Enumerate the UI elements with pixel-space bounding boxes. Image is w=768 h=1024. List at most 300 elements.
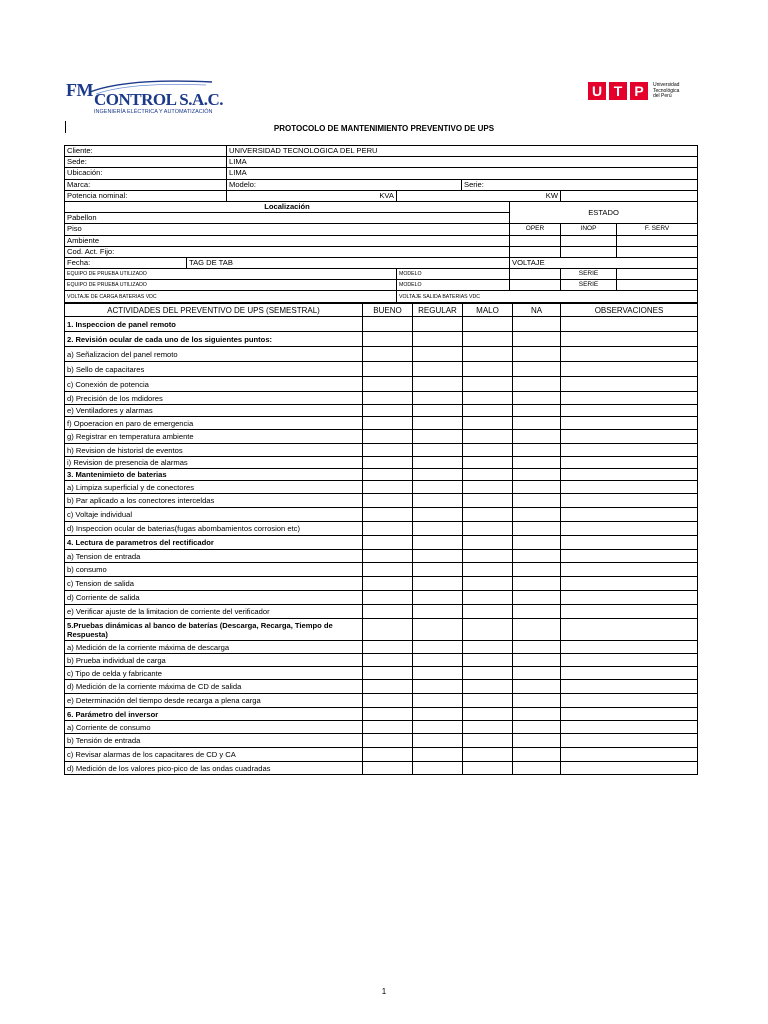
malo-cell[interactable] bbox=[463, 721, 513, 734]
bueno-cell[interactable] bbox=[363, 536, 413, 550]
regular-cell[interactable] bbox=[413, 708, 463, 721]
regular-cell[interactable] bbox=[413, 550, 463, 563]
na-cell[interactable] bbox=[513, 332, 561, 347]
na-cell[interactable] bbox=[513, 405, 561, 417]
activity-label: a) Tension de entrada bbox=[65, 550, 363, 563]
observaciones-cell[interactable] bbox=[561, 469, 698, 481]
header-bueno: BUENO bbox=[363, 304, 413, 317]
bueno-cell[interactable] bbox=[363, 680, 413, 694]
na-cell[interactable] bbox=[513, 694, 561, 708]
table-row bbox=[65, 734, 698, 748]
observaciones-cell[interactable] bbox=[561, 377, 698, 392]
table-row bbox=[65, 536, 698, 550]
malo-cell[interactable] bbox=[463, 481, 513, 494]
malo-cell[interactable] bbox=[463, 605, 513, 619]
sede-label: Sede: bbox=[65, 157, 227, 168]
activity-label: d) Medición de la corriente máxima de CD de salida bbox=[65, 680, 363, 694]
table-row bbox=[65, 563, 698, 577]
activity-label: i) Revision de presencia de alarmas bbox=[65, 457, 363, 469]
bueno-cell[interactable] bbox=[363, 362, 413, 377]
activity-label: b) Par aplicado a los conectores interceldas bbox=[65, 494, 363, 508]
table-row bbox=[65, 748, 698, 762]
malo-cell[interactable] bbox=[463, 591, 513, 605]
equipment-info-table bbox=[64, 145, 698, 303]
activity-label: b) Sello de capacitares bbox=[65, 362, 363, 377]
activity-label: h) Revision de historisl de eventos bbox=[65, 444, 363, 457]
table-row bbox=[65, 508, 698, 522]
activity-label: c) Voltaje individual bbox=[65, 508, 363, 522]
activity-label: a) Limpiza superficial y de conectores bbox=[65, 481, 363, 494]
observaciones-cell[interactable] bbox=[561, 680, 698, 694]
bueno-cell[interactable] bbox=[363, 708, 413, 721]
malo-cell[interactable] bbox=[463, 536, 513, 550]
ambiente-label: Ambiente bbox=[65, 235, 510, 246]
regular-cell[interactable] bbox=[413, 641, 463, 654]
activity-label: 5.Pruebas dinámicas al banco de baterías (Descarga, Recarga, Tiempo de Respuesta) bbox=[65, 619, 363, 641]
table-row bbox=[65, 654, 698, 667]
inop-cell[interactable] bbox=[561, 235, 617, 246]
inop-cell-2[interactable] bbox=[561, 246, 617, 257]
malo-cell[interactable] bbox=[463, 619, 513, 641]
regular-cell[interactable] bbox=[413, 536, 463, 550]
malo-cell[interactable] bbox=[463, 748, 513, 762]
modelo-label: Modelo: bbox=[227, 179, 462, 190]
regular-cell[interactable] bbox=[413, 619, 463, 641]
malo-cell[interactable] bbox=[463, 430, 513, 444]
observaciones-cell[interactable] bbox=[561, 522, 698, 536]
localizacion-label: Localización bbox=[65, 201, 510, 212]
serie-label: Serie: bbox=[462, 179, 698, 190]
header-na: NA bbox=[513, 304, 561, 317]
cliente-label: Cliente: bbox=[65, 146, 227, 157]
malo-cell[interactable] bbox=[463, 508, 513, 522]
activity-label: 6. Parámetro del inversor bbox=[65, 708, 363, 721]
malo-cell[interactable] bbox=[463, 332, 513, 347]
vsalida-label: VOLTAJE SALIDA BATERIAS VDC bbox=[397, 291, 698, 302]
malo-cell[interactable] bbox=[463, 550, 513, 563]
observaciones-cell[interactable] bbox=[561, 619, 698, 641]
observaciones-cell[interactable] bbox=[561, 641, 698, 654]
malo-cell[interactable] bbox=[463, 694, 513, 708]
table-row bbox=[65, 667, 698, 680]
activity-label: a) Medición de la corriente máxima de descarga bbox=[65, 641, 363, 654]
bueno-cell[interactable] bbox=[363, 694, 413, 708]
na-cell[interactable] bbox=[513, 734, 561, 748]
na-cell[interactable] bbox=[513, 591, 561, 605]
na-cell[interactable] bbox=[513, 619, 561, 641]
bueno-cell[interactable] bbox=[363, 417, 413, 430]
ubicacion-label: Ubicación: bbox=[65, 168, 227, 179]
bueno-cell[interactable] bbox=[363, 550, 413, 563]
activity-label: e) Ventiladores y alarmas bbox=[65, 405, 363, 417]
regular-cell[interactable] bbox=[413, 563, 463, 577]
regular-cell[interactable] bbox=[413, 362, 463, 377]
na-cell[interactable] bbox=[513, 522, 561, 536]
na-cell[interactable] bbox=[513, 550, 561, 563]
observaciones-cell[interactable] bbox=[561, 392, 698, 405]
bueno-cell[interactable] bbox=[363, 748, 413, 762]
document-title: PROTOCOLO DE MANTENIMIENTO PREVENTIVO DE UPS bbox=[273, 124, 495, 133]
table-row bbox=[65, 577, 698, 591]
regular-cell[interactable] bbox=[413, 734, 463, 748]
table-row bbox=[65, 721, 698, 734]
serie2-value[interactable] bbox=[617, 280, 698, 291]
observaciones-cell[interactable] bbox=[561, 694, 698, 708]
activity-label: d) Medición de los valores pico-pico de las ondas cuadradas bbox=[65, 762, 363, 775]
fecha-row bbox=[65, 257, 698, 268]
bueno-cell[interactable] bbox=[363, 605, 413, 619]
table-row bbox=[65, 430, 698, 444]
na-cell[interactable] bbox=[513, 377, 561, 392]
table-row bbox=[65, 762, 698, 775]
malo-cell[interactable] bbox=[463, 708, 513, 721]
page-number: 1 bbox=[381, 987, 387, 996]
table-row bbox=[65, 362, 698, 377]
activity-label: g) Registrar en temperatura ambiente bbox=[65, 430, 363, 444]
observaciones-cell[interactable] bbox=[561, 721, 698, 734]
cliente-row bbox=[65, 146, 698, 157]
voltaje-label: VOLTAJE bbox=[510, 257, 698, 268]
modelo2-label: MODELO bbox=[397, 280, 510, 291]
modelo2-value[interactable] bbox=[510, 280, 561, 291]
regular-cell[interactable] bbox=[413, 494, 463, 508]
voltaje-baterias-row bbox=[65, 291, 698, 302]
observaciones-cell[interactable] bbox=[561, 405, 698, 417]
na-cell[interactable] bbox=[513, 748, 561, 762]
na-cell[interactable] bbox=[513, 347, 561, 362]
table-row bbox=[65, 605, 698, 619]
activity-label: e) Verificar ajuste de la limitacion de corriente del verificador bbox=[65, 605, 363, 619]
observaciones-cell[interactable] bbox=[561, 654, 698, 667]
activity-label: f) Opoeracion en paro de emergencia bbox=[65, 417, 363, 430]
header-malo: MALO bbox=[463, 304, 513, 317]
regular-cell[interactable] bbox=[413, 469, 463, 481]
malo-cell[interactable] bbox=[463, 317, 513, 332]
observaciones-cell[interactable] bbox=[561, 605, 698, 619]
observaciones-cell[interactable] bbox=[561, 444, 698, 457]
bueno-cell[interactable] bbox=[363, 347, 413, 362]
bueno-cell[interactable] bbox=[363, 481, 413, 494]
bueno-cell[interactable] bbox=[363, 508, 413, 522]
regular-cell[interactable] bbox=[413, 481, 463, 494]
bueno-cell[interactable] bbox=[363, 317, 413, 332]
fserv-cell[interactable] bbox=[617, 235, 698, 246]
activity-label: 1. Inspeccion de panel remoto bbox=[65, 317, 363, 332]
observaciones-cell[interactable] bbox=[561, 762, 698, 775]
bueno-cell[interactable] bbox=[363, 332, 413, 347]
malo-cell[interactable] bbox=[463, 667, 513, 680]
sede-row bbox=[65, 157, 698, 168]
bueno-cell[interactable] bbox=[363, 641, 413, 654]
observaciones-cell[interactable] bbox=[561, 347, 698, 362]
regular-cell[interactable] bbox=[413, 721, 463, 734]
malo-cell[interactable] bbox=[463, 577, 513, 591]
na-cell[interactable] bbox=[513, 508, 561, 522]
observaciones-cell[interactable] bbox=[561, 362, 698, 377]
observaciones-cell[interactable] bbox=[561, 494, 698, 508]
table-row bbox=[65, 457, 698, 469]
oper-cell[interactable] bbox=[510, 235, 561, 246]
activity-label: b) consumo bbox=[65, 563, 363, 577]
regular-cell[interactable] bbox=[413, 522, 463, 536]
malo-cell[interactable] bbox=[463, 641, 513, 654]
activity-label: b) Prueba individual de carga bbox=[65, 654, 363, 667]
kva-label: KVA bbox=[227, 190, 397, 201]
bueno-cell[interactable] bbox=[363, 377, 413, 392]
cliente-value[interactable]: UNIVERSIDAD TECNOLOGICA DEL PERU bbox=[227, 146, 698, 157]
serie2-label: SERIE bbox=[561, 280, 617, 291]
observaciones-cell[interactable] bbox=[561, 734, 698, 748]
na-cell[interactable] bbox=[513, 392, 561, 405]
bueno-cell[interactable] bbox=[363, 667, 413, 680]
table-row bbox=[65, 708, 698, 721]
regular-cell[interactable] bbox=[413, 591, 463, 605]
observaciones-cell[interactable] bbox=[561, 591, 698, 605]
bueno-cell[interactable] bbox=[363, 577, 413, 591]
table-row bbox=[65, 317, 698, 332]
regular-cell[interactable] bbox=[413, 317, 463, 332]
malo-cell[interactable] bbox=[463, 405, 513, 417]
table-row bbox=[65, 494, 698, 508]
observaciones-cell[interactable] bbox=[561, 332, 698, 347]
na-cell[interactable] bbox=[513, 563, 561, 577]
fserv-label: F. SERV bbox=[617, 224, 698, 235]
vcarga-label: VOLTAJE DE CARGA BATERIAS VDC bbox=[65, 291, 397, 302]
observaciones-cell[interactable] bbox=[561, 748, 698, 762]
activity-label: c) Conexión de potencia bbox=[65, 377, 363, 392]
regular-cell[interactable] bbox=[413, 762, 463, 775]
sede-value[interactable]: LIMA bbox=[227, 157, 698, 168]
activity-label: c) Tipo de celda y fabricante bbox=[65, 667, 363, 680]
table-row bbox=[65, 619, 698, 641]
table-row bbox=[65, 405, 698, 417]
bueno-cell[interactable] bbox=[363, 762, 413, 775]
observaciones-cell[interactable] bbox=[561, 708, 698, 721]
malo-cell[interactable] bbox=[463, 377, 513, 392]
observaciones-cell[interactable] bbox=[561, 667, 698, 680]
activity-label: a) Señalizacion del panel remoto bbox=[65, 347, 363, 362]
pabellon-label: Pabellon bbox=[65, 213, 510, 224]
regular-cell[interactable] bbox=[413, 748, 463, 762]
table-row bbox=[65, 469, 698, 481]
observaciones-cell[interactable] bbox=[561, 481, 698, 494]
activities-table bbox=[64, 303, 698, 775]
piso-label: Piso bbox=[65, 224, 510, 235]
cod-label: Cod. Act. Fijo: bbox=[65, 246, 510, 257]
malo-cell[interactable] bbox=[463, 347, 513, 362]
na-cell[interactable] bbox=[513, 536, 561, 550]
regular-cell[interactable] bbox=[413, 430, 463, 444]
malo-cell[interactable] bbox=[463, 494, 513, 508]
observaciones-cell[interactable] bbox=[561, 550, 698, 563]
marca-row bbox=[65, 179, 698, 190]
observaciones-cell[interactable] bbox=[561, 536, 698, 550]
na-cell[interactable] bbox=[513, 417, 561, 430]
malo-cell[interactable] bbox=[463, 563, 513, 577]
regular-cell[interactable] bbox=[413, 508, 463, 522]
utp-letter-u: U bbox=[588, 82, 606, 100]
oper-label: OPER bbox=[510, 224, 561, 235]
table-row bbox=[65, 550, 698, 563]
logo-tagline: INGENIERÍA ELÉCTRICA Y AUTOMATIZACIÓN bbox=[94, 109, 213, 115]
estado-label: ESTADO bbox=[510, 201, 698, 223]
regular-cell[interactable] bbox=[413, 417, 463, 430]
activities-body bbox=[65, 304, 698, 775]
observaciones-cell[interactable] bbox=[561, 417, 698, 430]
regular-cell[interactable] bbox=[413, 392, 463, 405]
table-row bbox=[65, 377, 698, 392]
regular-cell[interactable] bbox=[413, 457, 463, 469]
logo-fm-text: FM bbox=[66, 80, 93, 100]
table-row bbox=[65, 481, 698, 494]
regular-cell[interactable] bbox=[413, 405, 463, 417]
malo-cell[interactable] bbox=[463, 417, 513, 430]
regular-cell[interactable] bbox=[413, 667, 463, 680]
bueno-cell[interactable] bbox=[363, 522, 413, 536]
bueno-cell[interactable] bbox=[363, 619, 413, 641]
serie1-value[interactable] bbox=[617, 269, 698, 280]
marca-label: Marca: bbox=[65, 179, 227, 190]
regular-cell[interactable] bbox=[413, 680, 463, 694]
na-cell[interactable] bbox=[513, 721, 561, 734]
potencia-row bbox=[65, 190, 698, 201]
localizacion-row bbox=[65, 201, 698, 212]
na-cell[interactable] bbox=[513, 667, 561, 680]
kw-label: KW bbox=[397, 190, 561, 201]
malo-cell[interactable] bbox=[463, 444, 513, 457]
serie1-label: SERIE bbox=[561, 269, 617, 280]
equipo2-row bbox=[65, 280, 698, 291]
na-cell[interactable] bbox=[513, 444, 561, 457]
na-cell[interactable] bbox=[513, 654, 561, 667]
activity-label: 2. Revisión ocular de cada uno de los siguientes puntos: bbox=[65, 332, 363, 347]
na-cell[interactable] bbox=[513, 762, 561, 775]
na-cell[interactable] bbox=[513, 457, 561, 469]
activity-label: d) Corriente de salida bbox=[65, 591, 363, 605]
fserv-cell-2[interactable] bbox=[617, 246, 698, 257]
na-cell[interactable] bbox=[513, 577, 561, 591]
fecha-label: Fecha: bbox=[65, 257, 187, 268]
bueno-cell[interactable] bbox=[363, 734, 413, 748]
ambiente-row bbox=[65, 235, 698, 246]
fm-control-logo bbox=[64, 76, 224, 124]
malo-cell[interactable] bbox=[463, 654, 513, 667]
bueno-cell[interactable] bbox=[363, 405, 413, 417]
observaciones-cell[interactable] bbox=[561, 508, 698, 522]
na-cell[interactable] bbox=[513, 680, 561, 694]
potencia-label: Potencia nominal: bbox=[65, 190, 227, 201]
malo-cell[interactable] bbox=[463, 734, 513, 748]
bueno-cell[interactable] bbox=[363, 721, 413, 734]
activity-label: b) Tensión de entrada bbox=[65, 734, 363, 748]
piso-row bbox=[65, 224, 698, 235]
table-row bbox=[65, 591, 698, 605]
malo-cell[interactable] bbox=[463, 457, 513, 469]
malo-cell[interactable] bbox=[463, 522, 513, 536]
bueno-cell[interactable] bbox=[363, 591, 413, 605]
bueno-cell[interactable] bbox=[363, 392, 413, 405]
activities-header-row bbox=[65, 304, 698, 317]
table-row bbox=[65, 332, 698, 347]
equipo1-label: EQUIPO DE PRUEBA UTILIZADO bbox=[65, 269, 397, 280]
na-cell[interactable] bbox=[513, 317, 561, 332]
ubicacion-value[interactable]: LIMA bbox=[227, 168, 698, 179]
na-cell[interactable] bbox=[513, 605, 561, 619]
logo-control-text: CONTROL S.A.C. bbox=[94, 90, 224, 109]
na-cell[interactable] bbox=[513, 362, 561, 377]
table-row bbox=[65, 444, 698, 457]
bueno-cell[interactable] bbox=[363, 444, 413, 457]
ubicacion-row bbox=[65, 168, 698, 179]
activity-label: a) Corriente de consumo bbox=[65, 721, 363, 734]
observaciones-cell[interactable] bbox=[561, 430, 698, 444]
table-row bbox=[65, 347, 698, 362]
regular-cell[interactable] bbox=[413, 577, 463, 591]
na-cell[interactable] bbox=[513, 494, 561, 508]
header-actividades: ACTIVIDADES DEL PREVENTIVO DE UPS (SEMESTRAL) bbox=[65, 304, 363, 317]
regular-cell[interactable] bbox=[413, 694, 463, 708]
utp-letter-t: T bbox=[609, 82, 627, 100]
regular-cell[interactable] bbox=[413, 444, 463, 457]
activity-label: 3. Mantenimieto de baterias bbox=[65, 469, 363, 481]
malo-cell[interactable] bbox=[463, 469, 513, 481]
bueno-cell[interactable] bbox=[363, 469, 413, 481]
table-row bbox=[65, 680, 698, 694]
malo-cell[interactable] bbox=[463, 362, 513, 377]
observaciones-cell[interactable] bbox=[561, 563, 698, 577]
table-row bbox=[65, 641, 698, 654]
regular-cell[interactable] bbox=[413, 377, 463, 392]
utp-logo bbox=[588, 82, 698, 102]
regular-cell[interactable] bbox=[413, 605, 463, 619]
na-cell[interactable] bbox=[513, 708, 561, 721]
bueno-cell[interactable] bbox=[363, 654, 413, 667]
na-cell[interactable] bbox=[513, 481, 561, 494]
inop-label: INOP bbox=[561, 224, 617, 235]
oper-cell-2[interactable] bbox=[510, 246, 561, 257]
table-row bbox=[65, 694, 698, 708]
observaciones-cell[interactable] bbox=[561, 457, 698, 469]
header-observaciones: OBSERVACIONES bbox=[561, 304, 698, 317]
bueno-cell[interactable] bbox=[363, 457, 413, 469]
na-cell[interactable] bbox=[513, 469, 561, 481]
regular-cell[interactable] bbox=[413, 654, 463, 667]
na-cell[interactable] bbox=[513, 430, 561, 444]
malo-cell[interactable] bbox=[463, 392, 513, 405]
modelo1-label: MODELO bbox=[397, 269, 510, 280]
malo-cell[interactable] bbox=[463, 680, 513, 694]
na-cell[interactable] bbox=[513, 641, 561, 654]
activity-label: d) Inspeccion ocular de baterias(fugas abombamientos corrosion etc) bbox=[65, 522, 363, 536]
regular-cell[interactable] bbox=[413, 332, 463, 347]
potencia-extra[interactable] bbox=[561, 190, 698, 201]
cod-row bbox=[65, 246, 698, 257]
utp-name: Universidad Tecnológica del Perú bbox=[653, 82, 680, 99]
observaciones-cell[interactable] bbox=[561, 317, 698, 332]
regular-cell[interactable] bbox=[413, 347, 463, 362]
activity-label: d) Precisión de los mdidores bbox=[65, 392, 363, 405]
bueno-cell[interactable] bbox=[363, 563, 413, 577]
header-regular: REGULAR bbox=[413, 304, 463, 317]
modelo1-value[interactable] bbox=[510, 269, 561, 280]
tag-label: TAG DE TAB bbox=[187, 257, 510, 268]
activity-label: c) Revisar alarmas de los capacitares de CD y CA bbox=[65, 748, 363, 762]
bueno-cell[interactable] bbox=[363, 430, 413, 444]
malo-cell[interactable] bbox=[463, 762, 513, 775]
activity-label: e) Determinación del tiempo desde recarga a plena carga bbox=[65, 694, 363, 708]
bueno-cell[interactable] bbox=[363, 494, 413, 508]
observaciones-cell[interactable] bbox=[561, 577, 698, 591]
